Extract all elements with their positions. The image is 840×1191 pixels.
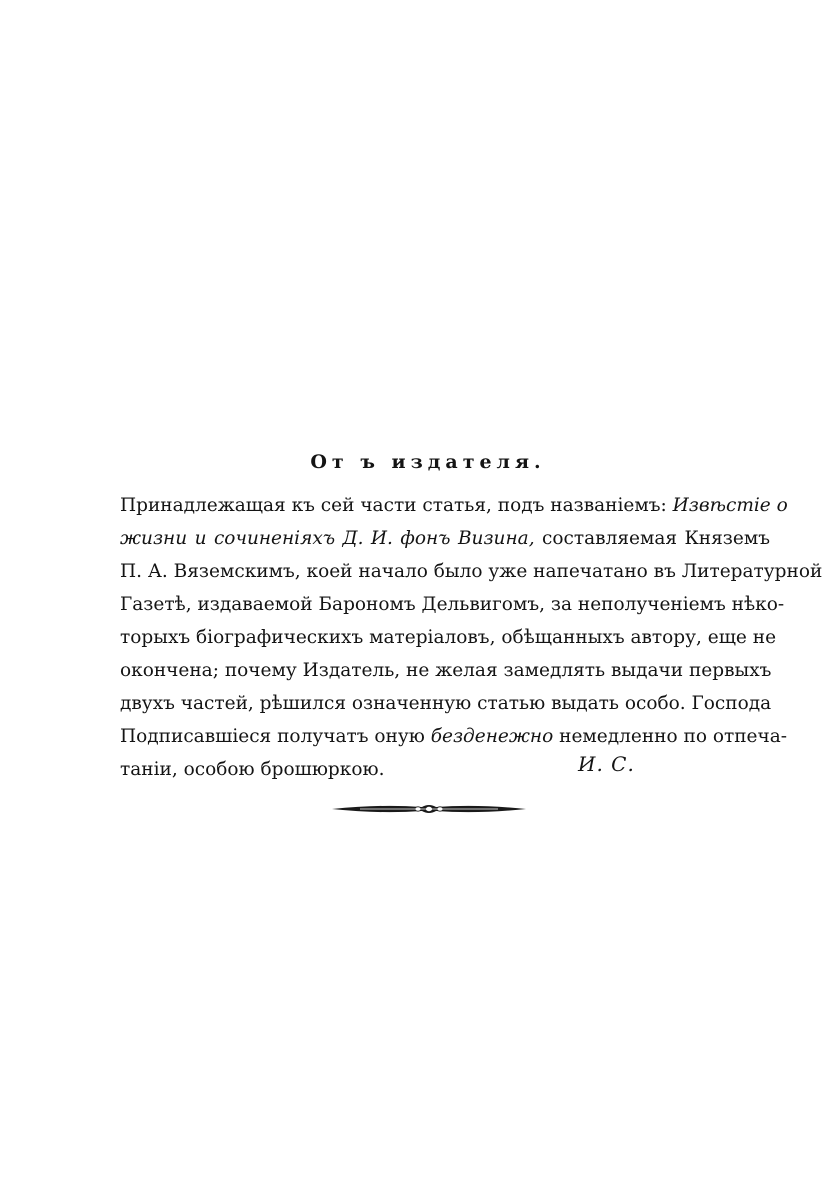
text-run: Газетѣ, издаваемой Барономъ Дельвигомъ, за неполученіемъ нѣко- xyxy=(120,594,785,615)
text-run: таніи, особою брошюркою. xyxy=(120,759,385,780)
paragraph-line-2 xyxy=(120,525,770,553)
text-run: окончена; почему Издатель, не желая замедлять выдачи первыхъ xyxy=(120,660,772,681)
paragraph-line-4 xyxy=(120,591,785,619)
italic-emphasis-run: безденежно xyxy=(430,726,554,747)
text-run: двухъ частей, рѣшился означенную статью выдать особо. Господа xyxy=(120,693,772,714)
text-run: составляемая Княземъ xyxy=(542,528,770,549)
page-heading: От ъ издателя. xyxy=(310,451,546,473)
paragraph-line-9 xyxy=(120,756,770,784)
text-run: П. А. Вяземскимъ, коей начало было уже напечатано въ Литературной xyxy=(120,561,823,582)
text-run: торыхъ біографическихъ матеріаловъ, обѣщанныхъ автору, еще не xyxy=(120,627,777,648)
italic-title-run: Извѣстіе о xyxy=(672,495,788,516)
paragraph-line-8 xyxy=(120,723,788,751)
paragraph-line-7 xyxy=(120,690,770,718)
paragraph-line-3 xyxy=(120,558,823,586)
text-run: Подписавшіеся получатъ оную xyxy=(120,726,425,747)
italic-title-run: жизни и сочиненіяхъ Д. И. фонъ Визина, xyxy=(120,528,535,549)
paragraph-line-6 xyxy=(120,657,770,685)
paragraph-line-5 xyxy=(120,624,777,652)
text-run: Принадлежащая къ сей части статья, подъ названіемъ: xyxy=(120,495,667,516)
signature-initials: И. С. xyxy=(578,752,635,776)
decorative-rule-ornament-icon xyxy=(330,798,528,820)
text-run: немедленно по отпеча- xyxy=(559,726,788,747)
paragraph-line-1 xyxy=(120,492,788,520)
